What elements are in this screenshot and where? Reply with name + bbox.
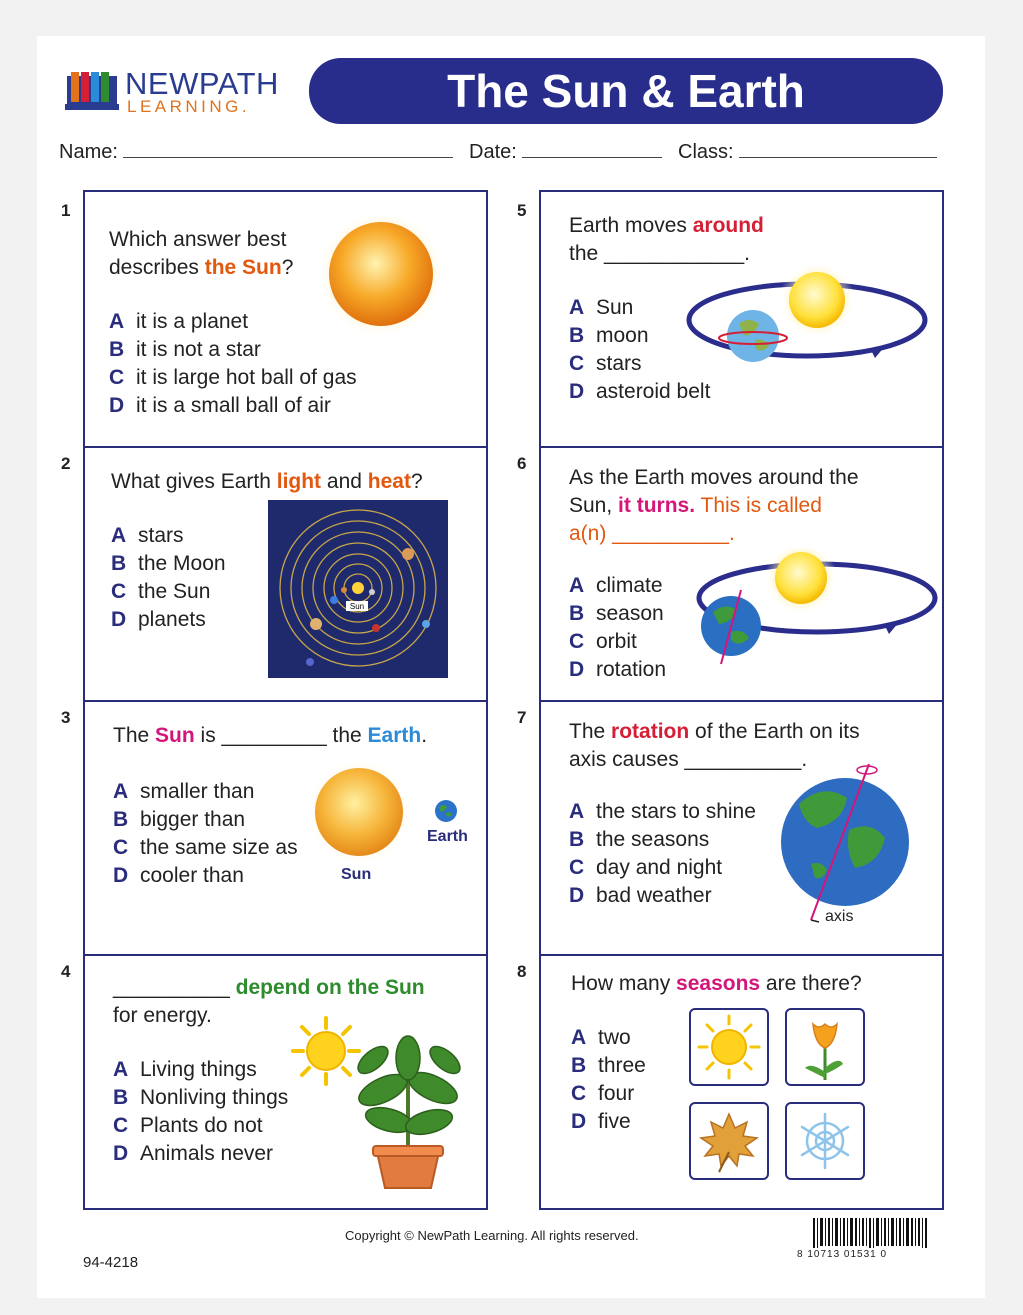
page-title: The Sun & Earth (309, 58, 943, 124)
question-text: As the Earth moves around the Sun, it turns. This is called a(n) __________. (569, 466, 859, 545)
question-number: 8 (517, 962, 527, 981)
question-card-2 (83, 446, 488, 702)
copyright-text: Copyright © NewPath Learning. All rights reserved. (345, 1228, 639, 1243)
brand-name-top: NEWPATH (125, 66, 279, 101)
answer-option[interactable]: B the seasons (569, 828, 710, 851)
answer-options (569, 572, 666, 684)
sun-label: Sun (349, 602, 365, 611)
question-card-8 (539, 954, 944, 1210)
newpath-logo (65, 64, 295, 116)
answer-options (113, 1056, 288, 1168)
question-text: What gives Earth light and heat? (111, 470, 423, 493)
potted-plant-icon (353, 1030, 463, 1190)
answer-option[interactable]: C four (571, 1082, 635, 1105)
question-card-4 (83, 954, 488, 1210)
answer-option[interactable]: D five (571, 1110, 631, 1133)
solar-system-image (268, 500, 448, 678)
sun-label: Sun (341, 866, 372, 883)
date-blank[interactable] (522, 139, 662, 158)
barcode-digits: 8 10713 01531 0 (797, 1249, 888, 1260)
answer-option[interactable]: C the Sun (111, 580, 211, 603)
name-blank[interactable] (123, 139, 453, 158)
earth-label: Earth (427, 828, 468, 845)
question-text: The rotation of the Earth on its axis causes __________. (569, 720, 860, 771)
answer-option[interactable]: C day and night (569, 856, 723, 879)
answer-option[interactable]: A the stars to shine (569, 800, 756, 823)
answer-option[interactable]: B moon (569, 324, 649, 347)
answer-option[interactable]: A it is a planet (109, 310, 249, 333)
answer-option[interactable]: B the Moon (111, 552, 226, 575)
answer-option[interactable]: A Living things (113, 1058, 257, 1081)
autumn-leaf-icon (689, 1102, 769, 1180)
class-field[interactable] (678, 139, 937, 164)
answer-options (569, 798, 756, 910)
summer-sun-icon (689, 1008, 769, 1086)
question-card-7 (539, 700, 944, 956)
question-card-1 (83, 190, 488, 448)
answer-option[interactable]: B three (571, 1054, 646, 1077)
answer-option[interactable]: C Plants do not (113, 1114, 263, 1137)
answer-option[interactable]: D Animals never (113, 1142, 274, 1165)
worksheet (37, 36, 985, 1298)
question-number: 7 (517, 708, 527, 727)
answer-options (113, 778, 298, 890)
answer-option[interactable]: B it is not a star (109, 338, 261, 361)
brand-name-bottom: LEARNING. (127, 97, 251, 116)
earth-rotation-diagram (691, 548, 941, 678)
question-text: Which answer best describes the Sun? (109, 228, 294, 279)
class-blank[interactable] (739, 139, 937, 158)
answer-option[interactable]: B Nonliving things (113, 1086, 289, 1109)
product-code: 94-4218 (83, 1254, 139, 1271)
date-label: Date: (469, 141, 517, 163)
books-logo-icon (65, 68, 119, 112)
answer-option[interactable]: A two (571, 1026, 631, 1049)
earth-orbit-diagram (671, 262, 931, 372)
sun-rays-icon (291, 1016, 361, 1086)
question-card-3 (83, 700, 488, 956)
question-text: The Sun is _________ the Earth. (113, 724, 428, 747)
answer-options (571, 1024, 646, 1136)
answer-option[interactable]: D asteroid belt (569, 380, 711, 403)
answer-option[interactable]: D cooler than (113, 864, 244, 887)
question-card-6 (539, 446, 944, 702)
question-number: 5 (517, 201, 527, 220)
name-field[interactable] (59, 139, 453, 164)
question-text: __________ depend on the Sun for energy. (113, 976, 425, 1027)
answer-option[interactable]: A stars (111, 524, 184, 547)
question-number: 4 (61, 962, 71, 981)
answer-option[interactable]: D bad weather (569, 884, 712, 907)
question-number: 2 (61, 454, 71, 473)
question-number: 3 (61, 708, 71, 727)
earth-icon (433, 798, 459, 824)
question-number: 1 (61, 201, 71, 220)
answer-options (111, 522, 226, 634)
answer-option[interactable]: D rotation (569, 658, 667, 681)
answer-option[interactable]: C the same size as (113, 836, 298, 859)
sun-icon (307, 760, 411, 864)
answer-option[interactable]: C orbit (569, 630, 637, 653)
question-card-5 (539, 190, 944, 448)
date-field[interactable] (469, 139, 662, 164)
answer-option[interactable]: D planets (111, 608, 206, 631)
answer-options (109, 308, 357, 420)
name-label: Name: (59, 141, 118, 163)
answer-option[interactable]: D it is a small ball of air (109, 394, 331, 417)
winter-snowflake-icon (785, 1102, 865, 1180)
question-text: Earth moves around the ____________. (569, 214, 764, 265)
class-label: Class: (678, 141, 734, 163)
answer-option[interactable]: C it is large hot ball of gas (109, 366, 357, 389)
question-text: How many seasons are there? (571, 972, 862, 995)
answer-option[interactable]: B season (569, 602, 664, 625)
answer-option[interactable]: A climate (569, 574, 663, 597)
question-number: 6 (517, 454, 527, 473)
spring-tulip-icon (785, 1008, 865, 1086)
answer-option[interactable]: A smaller than (113, 780, 255, 803)
axis-label: axis (825, 908, 854, 925)
answer-option[interactable]: C stars (569, 352, 642, 375)
answer-option[interactable]: B bigger than (113, 808, 246, 831)
answer-option[interactable]: A Sun (569, 296, 634, 319)
